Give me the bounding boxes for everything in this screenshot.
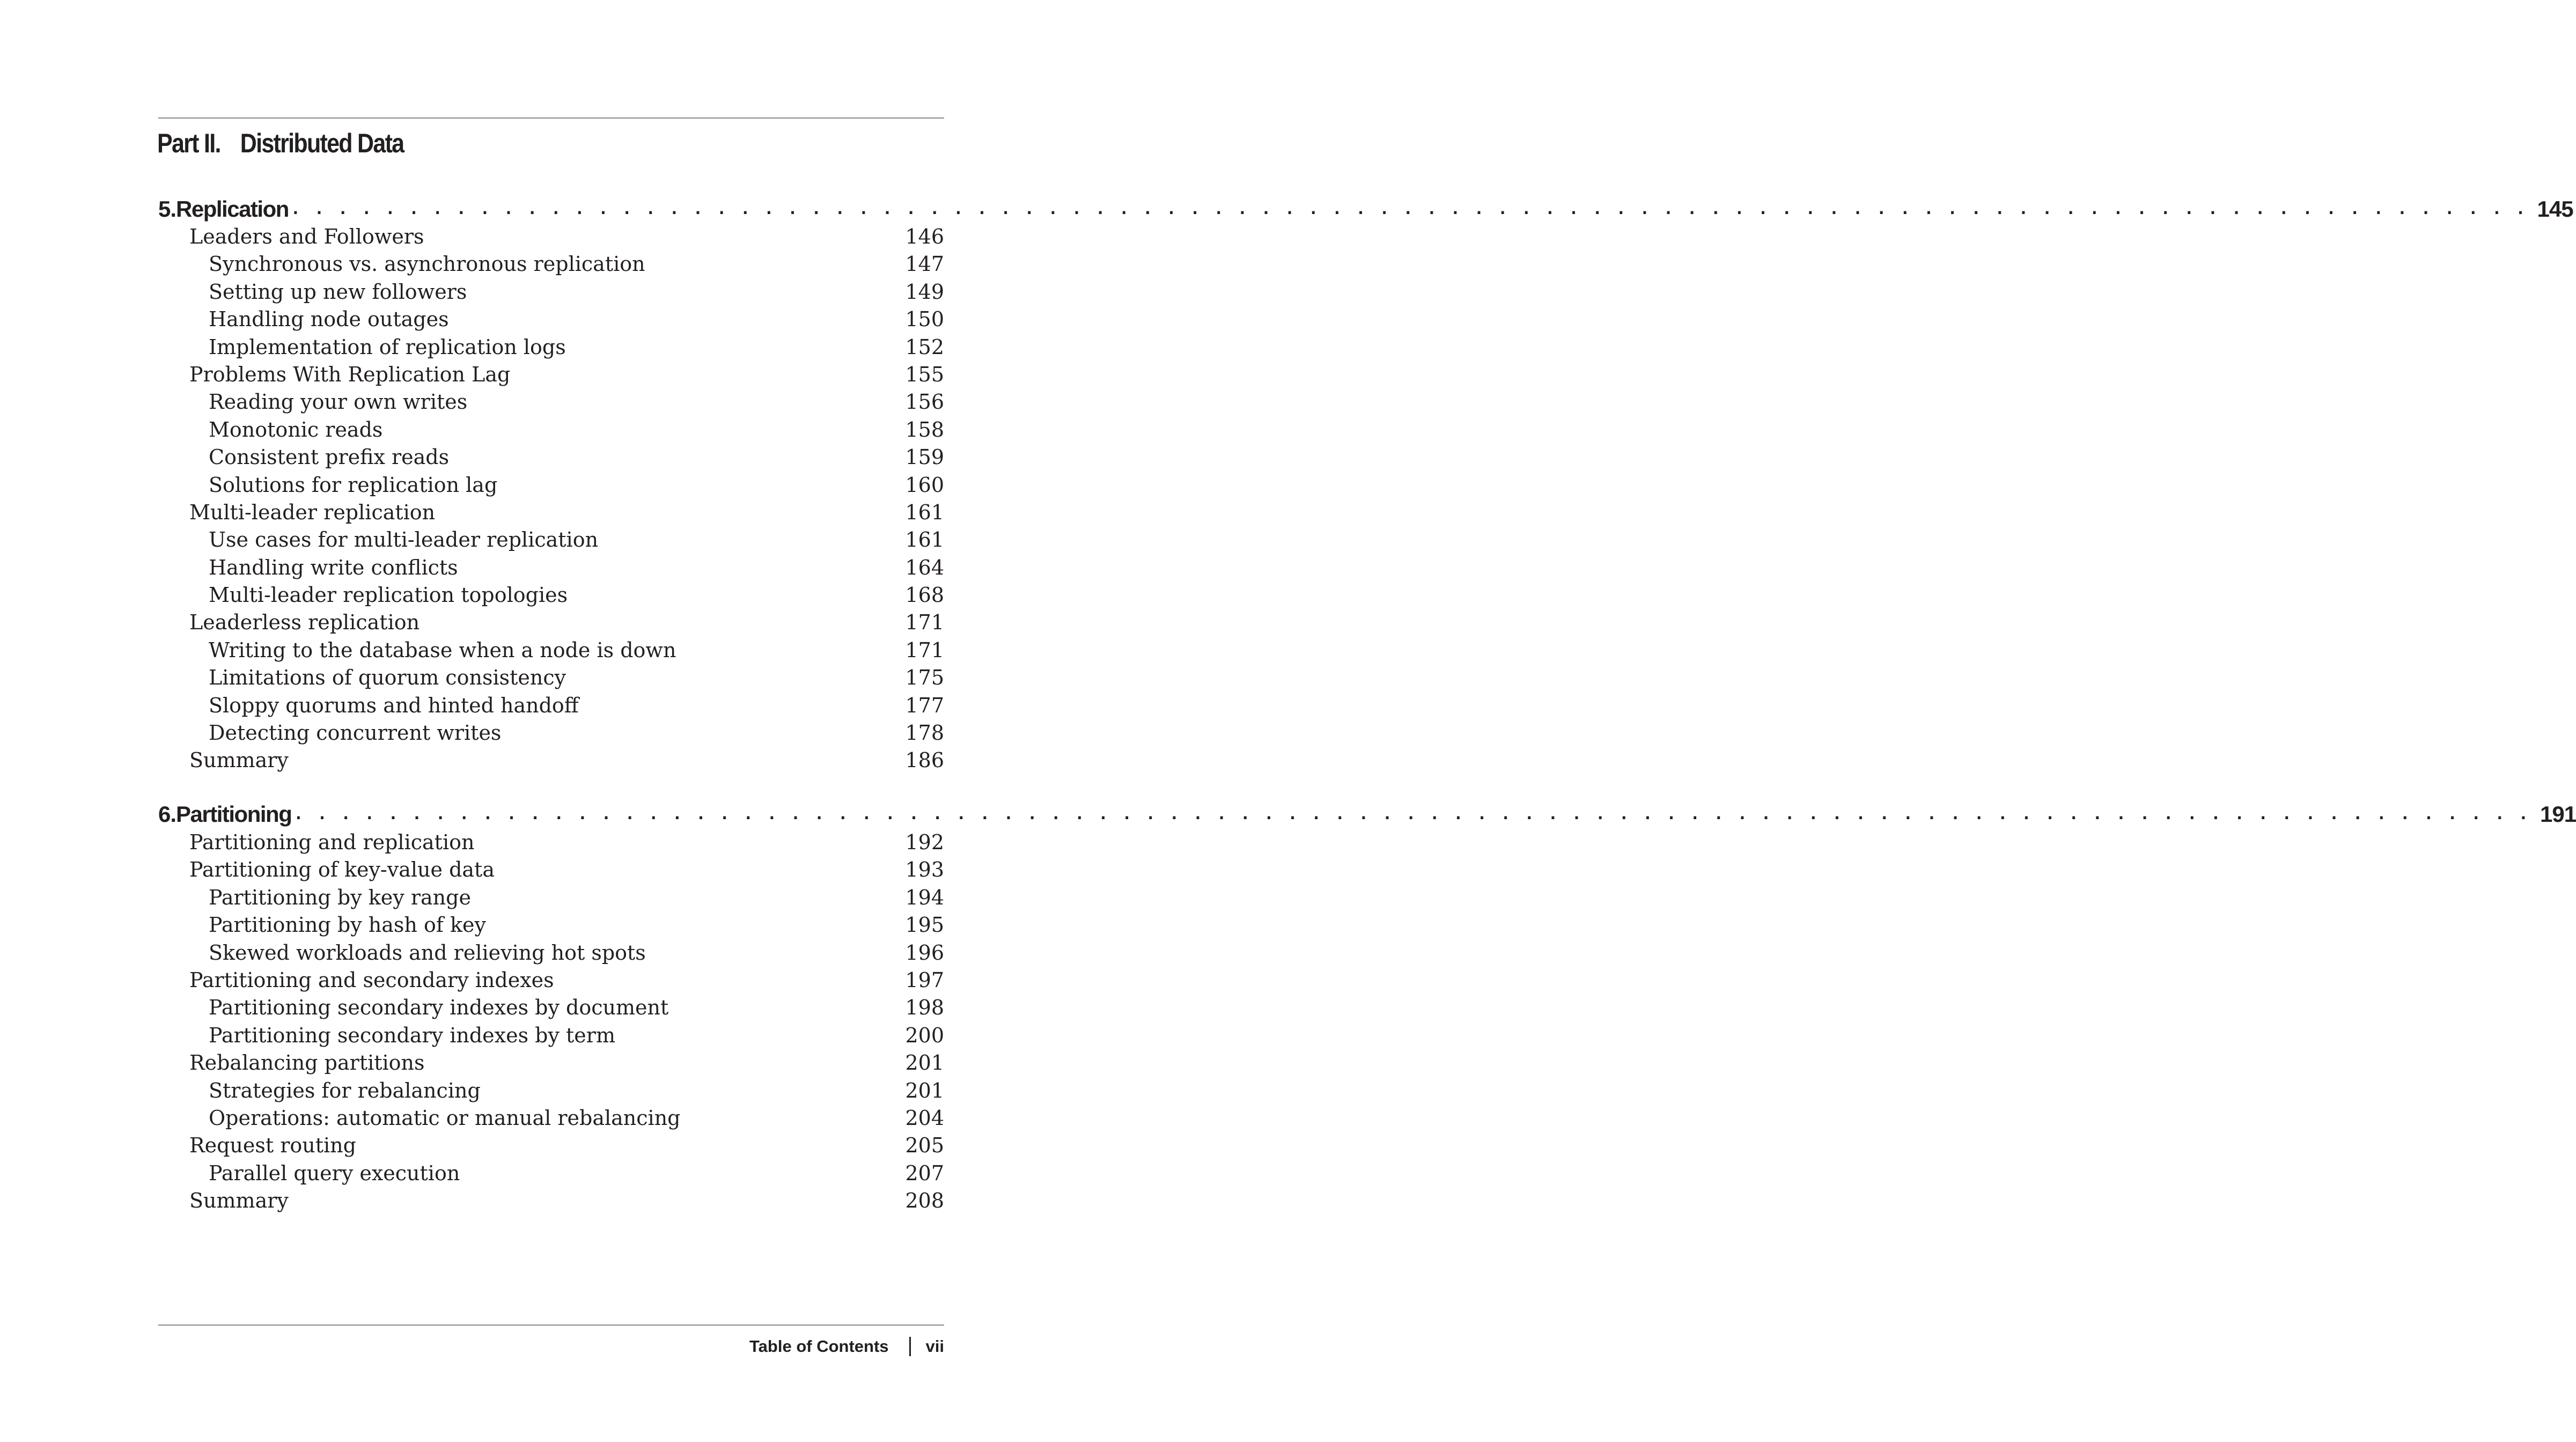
page-footer bbox=[749, 1333, 944, 1360]
part-label: Part II. bbox=[157, 128, 220, 158]
toc-entry-title: Partitioning and secondary indexes bbox=[189, 968, 554, 992]
toc-entry-title: Multi-leader replication topologies bbox=[209, 583, 568, 607]
toc-entry-page: 149 bbox=[905, 279, 944, 304]
bottom-rule bbox=[158, 1325, 944, 1326]
chapter-page: 145 bbox=[2537, 196, 2573, 222]
toc-entry[interactable] bbox=[158, 856, 944, 884]
chapter-title: Replication bbox=[176, 196, 289, 222]
chapter-number: 6. bbox=[158, 801, 176, 827]
toc-entry-page: 158 bbox=[905, 417, 944, 442]
toc-entry[interactable] bbox=[158, 609, 944, 636]
toc-entry-title: Handling node outages bbox=[209, 307, 449, 332]
toc-entry-title: Summary bbox=[189, 1189, 289, 1213]
toc-entry-page: 164 bbox=[905, 555, 944, 579]
chapter-page: 191 bbox=[2540, 801, 2576, 827]
toc-entry[interactable] bbox=[158, 939, 944, 967]
toc-entry-page: 156 bbox=[905, 390, 944, 414]
toc-entry-page: 204 bbox=[905, 1106, 944, 1130]
toc-entry-page: 168 bbox=[905, 583, 944, 607]
chapter-number: 5. bbox=[158, 196, 176, 222]
toc-entry-title: Synchronous vs. asynchronous replication bbox=[209, 252, 645, 276]
toc-entry-title: Partitioning and replication bbox=[189, 830, 475, 854]
toc-entry-page: 207 bbox=[905, 1161, 944, 1185]
footer-separator bbox=[909, 1337, 911, 1356]
toc-entry[interactable] bbox=[158, 388, 944, 416]
toc-entry-title: Partitioning by hash of key bbox=[209, 913, 486, 937]
toc-entry-title: Solutions for replication lag bbox=[209, 473, 498, 497]
toc-entry-page: 198 bbox=[905, 996, 944, 1020]
toc-entry-title: Multi-leader replication bbox=[189, 500, 436, 524]
toc-entry[interactable] bbox=[158, 664, 944, 691]
toc-entry-title: Detecting concurrent writes bbox=[209, 721, 502, 745]
toc-entry[interactable] bbox=[158, 416, 944, 444]
toc-entry-page: 155 bbox=[905, 362, 944, 386]
dot-leader: . . . . . . . . . . . . . . . . . . . . . . . . . . . . . . . . . . . . . . . . . . . . . . . . . . . . . . . . . . . . . . . . . . . . . . . . . . . . . . . . . . . . . . . . . . . . . . . bbox=[290, 200, 2528, 218]
footer-page-number: vii bbox=[925, 1337, 944, 1356]
toc-entry-title: Writing to the database when a node is down bbox=[209, 638, 676, 662]
toc-entry-page: 201 bbox=[905, 1051, 944, 1075]
toc-entry-title: Request routing bbox=[189, 1134, 356, 1158]
chapter-heading[interactable] bbox=[158, 193, 2573, 225]
toc-entry-title: Parallel query execution bbox=[209, 1161, 460, 1185]
top-rule bbox=[158, 117, 944, 119]
toc-entry-page: 152 bbox=[905, 335, 944, 359]
toc-entry-page: 195 bbox=[905, 913, 944, 937]
toc-entry-page: 201 bbox=[905, 1078, 944, 1102]
toc-entry[interactable] bbox=[158, 278, 944, 306]
toc-entry-title: Partitioning by key range bbox=[209, 885, 471, 909]
toc-entry-page: 161 bbox=[905, 500, 944, 524]
toc-entry-title: Use cases for multi-leader replication bbox=[209, 528, 599, 552]
toc-entry-page: 178 bbox=[905, 721, 944, 745]
toc-entry-page: 205 bbox=[905, 1134, 944, 1158]
toc-entry[interactable] bbox=[158, 637, 944, 664]
toc-entry[interactable] bbox=[158, 719, 944, 747]
toc-entry[interactable] bbox=[158, 361, 944, 388]
toc-entry[interactable] bbox=[158, 251, 944, 278]
toc-entry[interactable] bbox=[158, 747, 944, 774]
toc-entry-page: 208 bbox=[905, 1189, 944, 1213]
part-heading bbox=[157, 124, 403, 162]
toc-entry-title: Monotonic reads bbox=[209, 417, 383, 442]
toc-entry-page: 192 bbox=[905, 830, 944, 854]
toc-entry-page: 186 bbox=[905, 748, 944, 772]
toc-entry[interactable] bbox=[158, 306, 944, 333]
toc-entry[interactable] bbox=[158, 1187, 944, 1215]
toc-entry-title: Setting up new followers bbox=[209, 279, 467, 304]
toc-entry-page: 196 bbox=[905, 940, 944, 965]
toc-entry-title: Operations: automatic or manual rebalancing bbox=[209, 1106, 681, 1130]
toc-entry-title: Sloppy quorums and hinted handoff bbox=[209, 693, 579, 717]
toc-entry[interactable] bbox=[158, 1077, 944, 1105]
toc-entry[interactable] bbox=[158, 692, 944, 719]
toc-entry[interactable] bbox=[158, 884, 944, 911]
toc-entry[interactable] bbox=[158, 223, 944, 251]
toc-entry-page: 175 bbox=[905, 666, 944, 690]
toc-entry-title: Leaders and Followers bbox=[189, 225, 424, 248]
toc-entry-page: 161 bbox=[905, 528, 944, 552]
toc-entry-page: 171 bbox=[905, 638, 944, 662]
dot-leader: . . . . . . . . . . . . . . . . . . . . . . . . . . . . . . . . . . . . . . . . . . . . . . . . . . . . . . . . . . . . . . . . . . . . . . . . . . . . . . . . . . . . . . . . . . . . . . . bbox=[293, 805, 2530, 823]
toc-entry[interactable] bbox=[158, 1132, 944, 1159]
toc-entry[interactable] bbox=[158, 1049, 944, 1077]
toc-entry[interactable] bbox=[158, 829, 944, 856]
chapter-entries bbox=[158, 829, 944, 1215]
toc-entry-title: Summary bbox=[189, 748, 289, 772]
toc-entry-page: 150 bbox=[905, 307, 944, 332]
toc-entry[interactable] bbox=[158, 444, 944, 471]
toc-entry[interactable] bbox=[158, 582, 944, 609]
toc-entry-title: Partitioning of key-value data bbox=[189, 858, 495, 882]
toc-entry-page: 177 bbox=[905, 693, 944, 717]
chapter-title: Partitioning bbox=[176, 801, 292, 827]
toc-entry-title: Problems With Replication Lag bbox=[189, 362, 511, 386]
toc-entry-page: 193 bbox=[905, 858, 944, 882]
toc-entry[interactable] bbox=[158, 911, 944, 939]
part-title: Distributed Data bbox=[240, 128, 404, 158]
toc-entry-page: 146 bbox=[905, 225, 944, 248]
toc-entry-page: 147 bbox=[905, 252, 944, 276]
chapter-heading[interactable] bbox=[158, 798, 2576, 830]
toc-entry-page: 197 bbox=[905, 968, 944, 992]
toc-entry[interactable] bbox=[158, 334, 944, 361]
chapter-entries bbox=[158, 223, 944, 775]
toc-entry[interactable] bbox=[158, 1160, 944, 1187]
toc-entry-title: Partitioning secondary indexes by document bbox=[209, 996, 669, 1020]
toc-entry[interactable] bbox=[158, 1105, 944, 1132]
toc-entry-title: Rebalancing partitions bbox=[189, 1051, 425, 1075]
toc-entry-page: 159 bbox=[905, 445, 944, 469]
toc-entry-title: Skewed workloads and relieving hot spots bbox=[209, 940, 646, 965]
toc-entry-title: Reading your own writes bbox=[209, 390, 468, 414]
toc-entry[interactable] bbox=[158, 499, 944, 526]
toc-entry-title: Consistent prefix reads bbox=[209, 445, 450, 469]
toc-entry-title: Limitations of quorum consistency bbox=[209, 666, 566, 690]
toc-entry-page: 160 bbox=[905, 473, 944, 497]
footer-section-title: Table of Contents bbox=[749, 1337, 889, 1356]
toc-entry-title: Leaderless replication bbox=[189, 610, 420, 635]
toc-entry[interactable] bbox=[158, 967, 944, 994]
toc-entry[interactable] bbox=[158, 472, 944, 499]
toc-entry-page: 171 bbox=[905, 610, 944, 635]
toc-entry[interactable] bbox=[158, 526, 944, 554]
toc-entry-title: Strategies for rebalancing bbox=[209, 1078, 481, 1102]
toc-entry-title: Partitioning secondary indexes by term bbox=[209, 1023, 615, 1047]
toc-entry-title: Handling write conflicts bbox=[209, 555, 458, 579]
toc-entry[interactable] bbox=[158, 994, 944, 1021]
toc-entry[interactable] bbox=[158, 554, 944, 582]
toc-entry-page: 200 bbox=[905, 1023, 944, 1047]
toc-entry[interactable] bbox=[158, 1022, 944, 1049]
toc-entry-page: 194 bbox=[905, 885, 944, 909]
toc-entry-title: Implementation of replication logs bbox=[209, 335, 566, 359]
